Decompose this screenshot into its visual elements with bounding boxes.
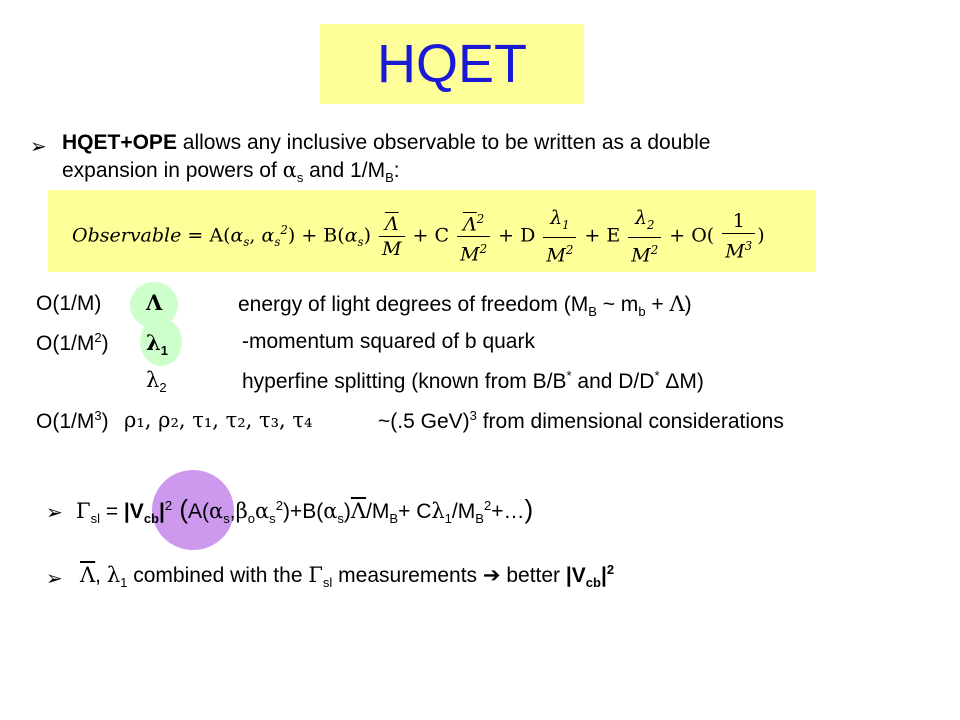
r3-d: hyperfine splitting (known from B/B	[242, 370, 567, 393]
frac2-lam: $\overline{\Lambda}$	[462, 212, 477, 235]
row4-desc	[378, 408, 784, 434]
formula-alpha1: α	[230, 224, 244, 247]
b2-eq: =	[99, 500, 124, 523]
r4-c: )	[101, 410, 109, 433]
mb-sub: B	[385, 170, 394, 186]
formula-s2: s	[274, 235, 281, 250]
alpha-sub: s	[296, 170, 304, 186]
formula-eq: = A(	[181, 224, 231, 247]
r1-b: B	[588, 304, 597, 320]
b3-one: 1	[120, 575, 128, 591]
frac4-sub: 2	[647, 217, 655, 232]
formula-mid2: )	[363, 224, 371, 247]
r4-d: ~(.5 GeV)	[378, 410, 470, 433]
frac-l2-m2	[628, 206, 661, 267]
r4-o: O(1/M	[36, 410, 95, 433]
b2-cb: cb	[143, 511, 160, 527]
frac2-m: M	[460, 243, 480, 266]
frac3-m: M	[546, 243, 566, 266]
r2-sup: 2	[94, 330, 102, 345]
b2-mid: )+B(	[282, 500, 324, 523]
r4-sup: 3	[94, 408, 102, 423]
b2-comma: ,	[229, 500, 236, 523]
frac5-m: M	[725, 240, 745, 263]
bullet2-arrow-icon: ➢	[46, 500, 63, 524]
b2-B: B	[389, 511, 399, 527]
formula-sup2: 2	[280, 223, 288, 237]
formula-plus-e: + E	[578, 224, 621, 247]
r2-o: O(1/M	[36, 332, 95, 355]
b2-gamma: Γ	[76, 499, 91, 523]
r1-bb: b	[638, 304, 646, 320]
row4-params: ρ₁, ρ₂, τ₁, τ₂, τ₃, τ₄	[124, 408, 313, 432]
r2-sub: 1	[160, 343, 168, 359]
r1-d2: ~ m	[596, 293, 639, 316]
b3-text3: better	[500, 564, 566, 587]
b2-bar: |	[159, 500, 165, 523]
b3-comma: ,	[95, 564, 107, 587]
b2-alpha2: α	[254, 499, 270, 523]
formula-lhs: Observable	[72, 224, 182, 247]
b2-close: )	[524, 494, 534, 524]
r3-delta: ΔM)	[659, 370, 704, 393]
frac4-m: M	[631, 243, 651, 266]
b3-text2: measurements	[332, 564, 483, 587]
formula-s1: s	[243, 235, 250, 250]
r2-c: )	[101, 332, 109, 355]
r3-sub: 2	[159, 380, 167, 396]
right-arrow-icon: ➔	[482, 564, 501, 587]
formula-comma: ,	[249, 224, 262, 247]
b2-mb: /M	[366, 500, 390, 523]
b2-body: A(	[188, 500, 210, 523]
row2-order	[36, 330, 109, 356]
frac4-l: λ	[634, 206, 647, 229]
b3-text: combined with the	[127, 564, 309, 587]
b2-two: 2	[164, 498, 173, 513]
b3-cb: cb	[585, 575, 601, 591]
r1-d4: )	[684, 293, 692, 316]
r1-lam: Λ	[669, 292, 685, 316]
bullet1-colon: :	[393, 159, 400, 182]
b2-beta: β	[235, 499, 248, 523]
r4-d2: from dimensional considerations	[476, 410, 784, 433]
r1-d3: +	[645, 293, 670, 316]
frac2-den-sup: 2	[479, 241, 488, 256]
b3-two: 2	[606, 562, 615, 577]
r1-d: energy of light degrees of freedom (M	[238, 293, 589, 316]
r3-star2: *	[654, 368, 660, 383]
bullet-arrow-icon: ➢	[30, 134, 47, 158]
row1-order: O(1/M)	[36, 292, 102, 315]
row4-order	[36, 408, 109, 434]
b2-one: 1	[444, 511, 452, 527]
b2-s3: s	[337, 511, 344, 527]
r3-star: *	[566, 368, 572, 383]
frac3-sub: 1	[562, 217, 570, 232]
frac1-num: $\overline{\Lambda}$	[379, 212, 404, 237]
b3-bar: |	[600, 564, 607, 587]
formula-plus-o: + O(	[663, 224, 715, 247]
formula-plus-c: + C	[406, 224, 450, 247]
b2-alpha3: α	[323, 499, 338, 523]
formula-alpha3: α	[344, 224, 358, 247]
r4-sup2: 3	[469, 408, 477, 423]
b2-sq: 2	[275, 498, 283, 513]
frac2-sup: 2	[476, 211, 485, 226]
formula-close: )	[757, 224, 765, 247]
frac5-num: 1	[722, 209, 755, 234]
b2-lam: $\overline{\Lambda}$	[350, 499, 367, 523]
b2-l1: λ	[431, 499, 445, 523]
b3-l1: λ	[106, 563, 121, 587]
b2-open: (	[172, 494, 189, 524]
row1-desc	[238, 292, 692, 319]
b3-lam: $\overline{\Lambda}$	[80, 563, 96, 587]
bullet1-line1	[62, 131, 710, 155]
formula-mid1: ) + B(	[287, 224, 345, 247]
frac3-l: λ	[550, 206, 563, 229]
b2-B2: B	[475, 511, 484, 527]
b2-mb2: /M	[451, 500, 476, 523]
b2-s: s	[223, 511, 230, 527]
b3-vcb: |V	[565, 564, 586, 587]
b2-vcb: |V	[123, 500, 144, 523]
b2-alpha: α	[209, 499, 224, 523]
b2-tail: +…	[491, 500, 525, 523]
bullet3-text	[80, 562, 614, 590]
bullet1-line2	[62, 158, 400, 185]
b2-plusc: + C	[398, 500, 432, 523]
formula-s3: s	[357, 235, 364, 250]
r2-l: λ	[146, 330, 161, 355]
b3-gamma: Γ	[308, 563, 323, 587]
b3-sl: sl	[322, 575, 333, 591]
formula-alpha2: α	[261, 224, 275, 247]
slide-title: HQET	[376, 34, 527, 94]
r3-l: λ	[146, 368, 160, 392]
bullet3-arrow-icon: ➢	[46, 566, 63, 590]
b2-o: o	[247, 511, 255, 527]
frac3-sup: 2	[565, 242, 574, 257]
row1-lambda: Λ	[146, 290, 163, 315]
bullet1-text-b: expansion in powers of	[62, 159, 283, 182]
r3-d2: and D/D	[571, 370, 655, 393]
frac1-den: M	[382, 237, 402, 260]
b2-sl: sl	[90, 511, 100, 527]
frac-lambda-m	[379, 212, 404, 261]
alpha-symbol: α	[282, 158, 297, 182]
row3-lambda2	[146, 368, 167, 395]
frac-1-m3	[722, 209, 755, 263]
bullet1-text-a: allows any inclusive observable to be written as a double	[176, 131, 711, 154]
row2-desc: -momentum squared of b quark	[242, 330, 535, 353]
bullet1-text-c: and 1/M	[303, 159, 386, 182]
formula-plus-d: + D	[492, 224, 536, 247]
b2-mid2: )	[343, 500, 351, 523]
row3-desc	[242, 368, 704, 394]
b2-sq2: 2	[483, 498, 492, 513]
b2-s2: s	[269, 511, 276, 527]
expansion-formula	[72, 204, 765, 268]
frac4-sup: 2	[650, 242, 659, 257]
gamma-sl-formula	[76, 494, 533, 526]
frac5-sup: 3	[744, 239, 753, 254]
row2-lambda1	[146, 330, 168, 358]
frac-lambda2-m2	[457, 207, 490, 267]
frac-l1-m2	[543, 206, 576, 267]
bullet1-bold: HQET+OPE	[62, 131, 177, 154]
